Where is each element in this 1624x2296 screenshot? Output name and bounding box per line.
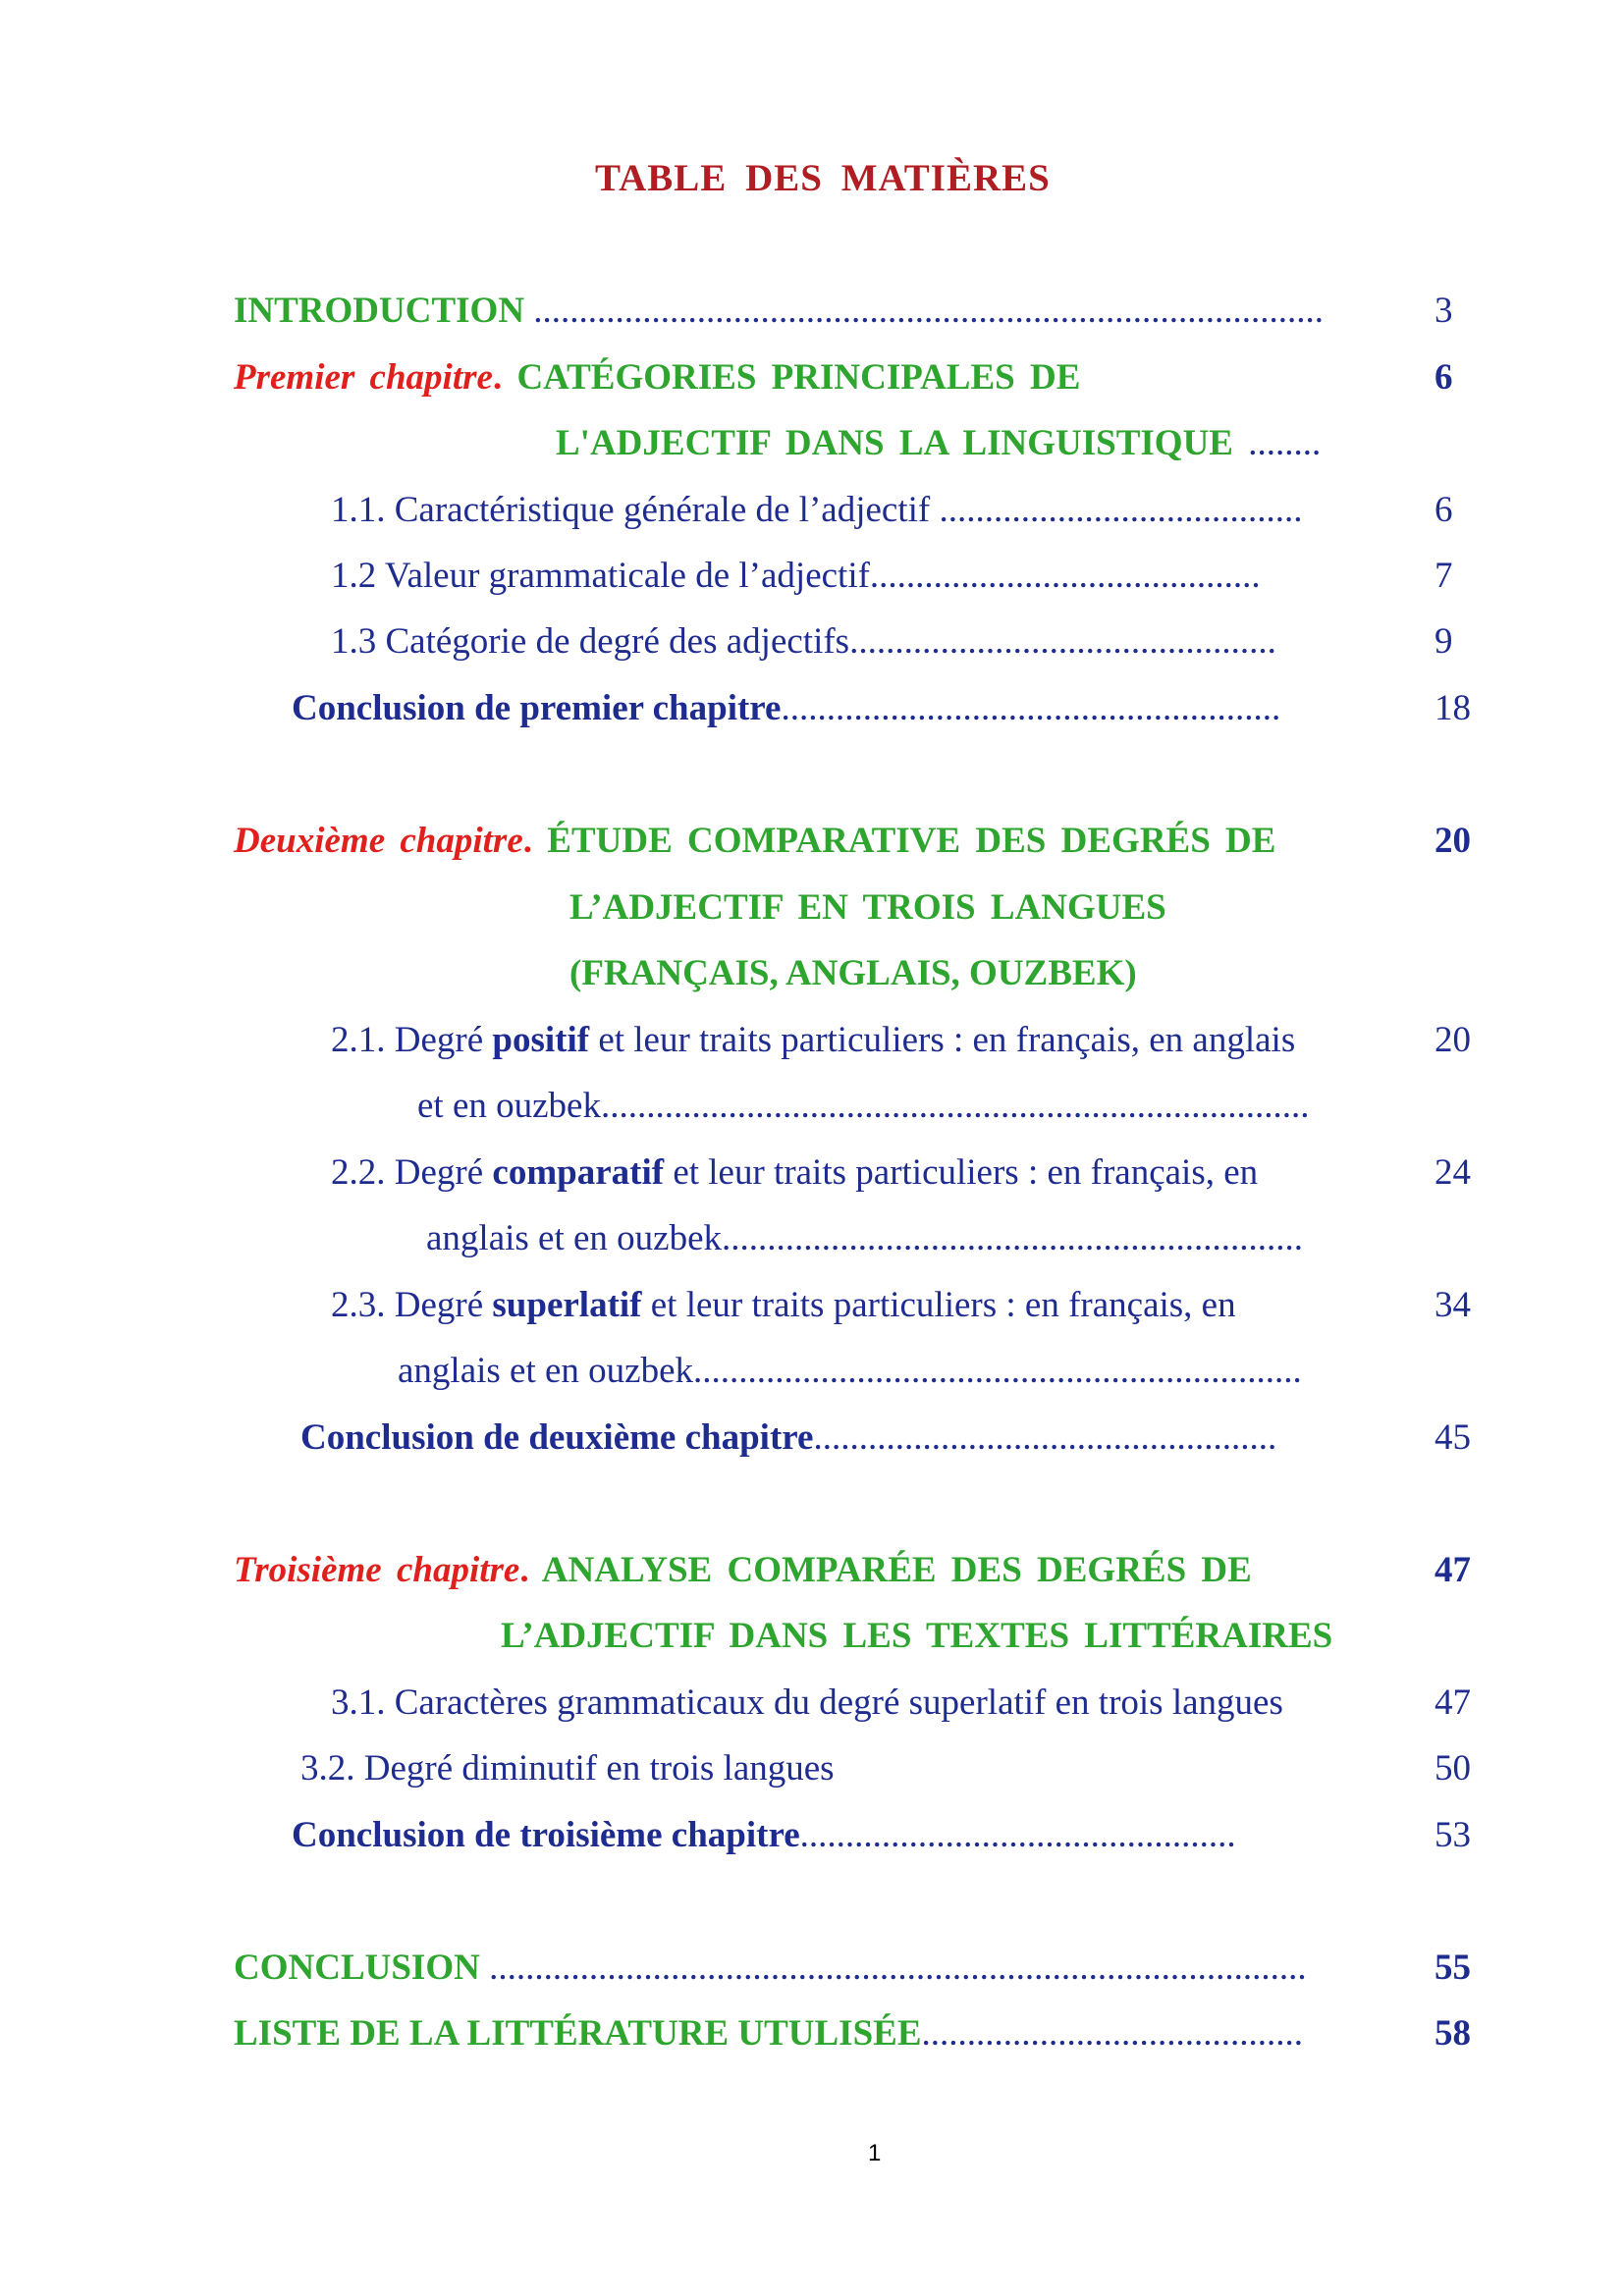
toc-page-number: 34 [1435,1285,1471,1325]
entry-text: et leur traits particuliers : en français, en [664,1152,1259,1193]
toc-chapter2-heading[interactable] [234,823,1275,859]
toc-entry-2-3-line2: anglais et en ouzbek................................................................... [398,1351,1302,1391]
toc-page-number: 45 [1435,1417,1471,1458]
toc-dots: .......................................................................................... [479,1948,1307,1988]
toc-conclusion-chapter1[interactable] [292,690,1280,726]
toc-entry-1-2[interactable]: 1.2 Valeur grammaticale de l’adjectif........................................... [331,556,1261,596]
toc-label: INTRODUCTION [234,291,525,331]
toc-page-number: 55 [1435,1948,1471,1988]
toc-page-number: 18 [1435,688,1471,728]
entry-term: comparatif [492,1152,665,1193]
toc-dots: ................................................... [813,1417,1277,1458]
chapter-prefix: Premier chapitre [234,357,493,398]
toc-page-number: 7 [1435,556,1453,596]
toc-conclusion-chapter2[interactable] [300,1419,1276,1456]
toc-entry-3-1[interactable]: 3.1. Caractères grammaticaux du degré superlatif en trois langues [331,1682,1283,1723]
toc-dots: ....................................................................................... [524,291,1325,331]
toc-entry-2-1[interactable] [331,1022,1295,1058]
toc-label: Conclusion de troisième chapitre [292,1815,800,1855]
chapter-title: L'ADJECTIF DANS LA LINGUISTIQUE [556,423,1233,463]
toc-page-number: 6 [1435,357,1453,398]
entry-text: 2.1. Degré [331,1020,493,1060]
chapter-title: ANALYSE COMPARÉE DES DEGRÉS DE [528,1550,1252,1590]
toc-label: LISTE DE LA LITTÉRATURE UTULISÉE [234,2013,922,2054]
toc-dots: ........ [1232,423,1322,463]
toc-page-number: 6 [1435,490,1453,530]
toc-entry-2-2-line2: anglais et en ouzbek................................................................ [426,1218,1304,1258]
chapter-sep: . [492,357,503,398]
toc-chapter1-heading[interactable] [234,359,1080,396]
chapter-title: L’ADJECTIF DANS LES TEXTES LITTÉRAIRES [501,1616,1333,1656]
toc-entry-1-3[interactable]: 1.3 Catégorie de degré des adjectifs............................................... [331,621,1276,662]
footer-page-number: 1 [868,2140,882,2166]
toc-page-number: 20 [1435,1020,1471,1060]
entry-term: positif [492,1020,590,1060]
chapter-title: (FRANÇAIS, ANGLAIS, OUZBEK) [569,953,1137,993]
toc-dots: ....................................................... [781,688,1281,728]
toc-label: Conclusion de deuxième chapitre [300,1417,814,1458]
entry-text: et leur traits particuliers : en français, en anglais [589,1020,1296,1060]
toc-dots: ................................................ [799,1815,1236,1855]
toc-chapter1-heading-line2 [556,425,1321,461]
toc-conclusion-chapter3[interactable] [292,1817,1236,1853]
toc-entry-2-2[interactable] [331,1154,1258,1191]
toc-page-number: 53 [1435,1815,1471,1855]
toc-entry-1-1[interactable]: 1.1. Caractéristique générale de l’adjectif ........................................ [331,490,1303,530]
toc-entry-introduction[interactable] [234,293,1324,329]
toc-page-number: 58 [1435,2013,1471,2054]
entry-text: 2.2. Degré [331,1152,493,1193]
toc-entry-3-2[interactable]: 3.2. Degré diminutif en trois langues [300,1748,835,1789]
entry-term: superlatif [492,1285,642,1325]
chapter-title: L’ADJECTIF EN TROIS LANGUES [569,887,1166,928]
toc-dots: .......................................... [921,2013,1304,2054]
chapter-sep: . [519,1550,529,1590]
chapter-prefix: Troisième chapitre [234,1550,520,1590]
toc-page-number: 3 [1435,291,1453,331]
chapter-title: ÉTUDE COMPARATIVE DES DEGRÉS DE [532,821,1276,861]
toc-page-number: 24 [1435,1152,1471,1193]
toc-chapter3-heading[interactable] [234,1552,1252,1588]
toc-page-number: 47 [1435,1682,1471,1723]
toc-entry-literature[interactable] [234,2015,1303,2052]
chapter-title: CATÉGORIES PRINCIPALES DE [502,357,1081,398]
toc-page-number: 9 [1435,621,1453,662]
entry-text: 2.3. Degré [331,1285,493,1325]
toc-page-number: 50 [1435,1748,1471,1789]
toc-entry-2-1-line2: et en ouzbek.............................................................................. [417,1086,1310,1126]
toc-page-number: 20 [1435,821,1471,861]
toc-label: CONCLUSION [234,1948,480,1988]
toc-label: Conclusion de premier chapitre [292,688,782,728]
toc-entry-2-3[interactable] [331,1287,1236,1323]
chapter-sep: . [522,821,533,861]
page-title: TABLE DES MATIÈRES [595,157,1051,199]
entry-text: et leur traits particuliers : en français, en [641,1285,1236,1325]
toc-entry-conclusion[interactable] [234,1949,1307,1986]
toc-page-number: 47 [1435,1550,1471,1590]
chapter-prefix: Deuxième chapitre [234,821,523,861]
